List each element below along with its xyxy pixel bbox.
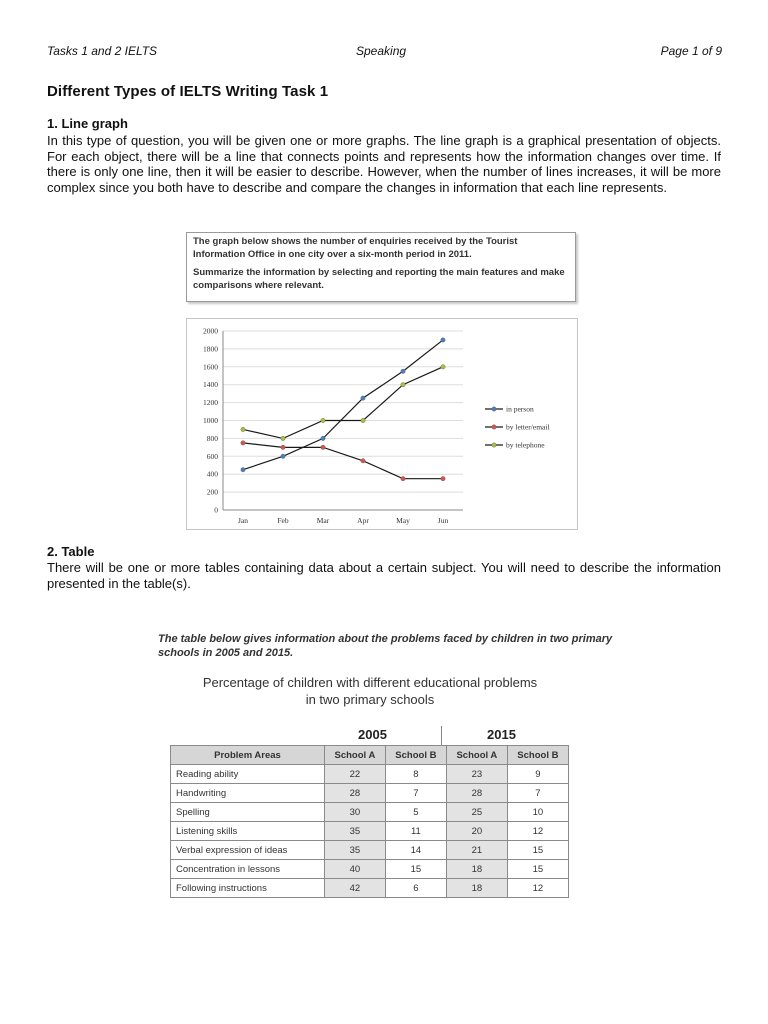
- legend-label: by letter/email: [506, 422, 550, 432]
- table-cell-value: 20: [446, 822, 507, 841]
- table-cell-value: 5: [385, 803, 446, 822]
- header-2005-school-b: School B: [385, 746, 446, 765]
- y-tick-label: 1600: [203, 362, 218, 372]
- data-point: [241, 468, 245, 472]
- table-cell-value: 35: [325, 841, 386, 860]
- data-point: [401, 383, 405, 387]
- series-line-1: [243, 443, 443, 479]
- legend-marker: [492, 443, 496, 447]
- table-row: [171, 803, 569, 822]
- table-cell-problem: Following instructions: [171, 879, 325, 898]
- y-tick-label: 1400: [203, 380, 218, 390]
- table-cell-problem: Listening skills: [171, 822, 325, 841]
- table-cell-value: 18: [446, 879, 507, 898]
- table-cell-problem: Concentration in lessons: [171, 860, 325, 879]
- x-tick-label: Mar: [316, 516, 330, 525]
- table-cell-value: 30: [325, 803, 386, 822]
- problems-table: [170, 745, 569, 898]
- data-point: [241, 427, 245, 431]
- section-body-table: There will be one or more tables containing data about a certain subject. You will need to describe the information presented in the table(s).: [47, 560, 721, 591]
- header-2015-school-a: School A: [446, 746, 507, 765]
- data-point: [321, 445, 325, 449]
- table-row: [171, 784, 569, 803]
- data-point: [401, 369, 405, 373]
- legend-label: by telephone: [506, 440, 545, 450]
- table-cell-value: 23: [446, 765, 507, 784]
- table-cell-value: 7: [507, 784, 568, 803]
- legend-marker: [492, 407, 496, 411]
- x-tick-label: Feb: [277, 516, 289, 525]
- table-cell-value: 9: [507, 765, 568, 784]
- table-cell-problem: Verbal expression of ideas: [171, 841, 325, 860]
- header-center: Speaking: [356, 44, 407, 58]
- table-title-line-2: in two primary schools: [305, 692, 435, 707]
- table-cell-value: 35: [325, 822, 386, 841]
- table-cell-value: 42: [325, 879, 386, 898]
- table-title-line-1: Percentage of children with different educational problems: [202, 675, 538, 690]
- table-cell-problem: Reading ability: [171, 765, 325, 784]
- y-tick-label: 1200: [203, 398, 218, 408]
- table-cell-value: 21: [446, 841, 507, 860]
- graph-prompt-box: [186, 232, 576, 302]
- table-cell-value: 15: [385, 860, 446, 879]
- y-tick-label: 600: [206, 451, 218, 461]
- section-heading-table: 2. Table: [47, 544, 95, 559]
- y-tick-label: 200: [206, 487, 218, 497]
- page-title: Different Types of IELTS Writing Task 1: [47, 83, 329, 100]
- header-problem-areas: Problem Areas: [171, 746, 325, 765]
- table-cell-value: 14: [385, 841, 446, 860]
- year-label-2005: 2005: [358, 727, 387, 742]
- table-cell-value: 28: [325, 784, 386, 803]
- data-point: [441, 476, 445, 480]
- x-tick-label: Jan: [238, 516, 248, 525]
- data-point: [441, 338, 445, 342]
- table-intro-text: The table below gives information about the problems faced by children in two primary schools in 2005 and 2015.: [158, 633, 613, 659]
- table-cell-value: 12: [507, 879, 568, 898]
- data-point: [441, 365, 445, 369]
- graph-prompt-instruction: Summarize the information by selecting and reporting the main features and make comparisons where relevant.: [193, 267, 565, 291]
- y-tick-label: 0: [214, 505, 218, 515]
- table-cell-value: 18: [446, 860, 507, 879]
- legend-label: in person: [506, 404, 534, 414]
- table-cell-value: 28: [446, 784, 507, 803]
- table-cell-value: 22: [325, 765, 386, 784]
- header-left: Tasks 1 and 2 IELTS: [47, 44, 158, 58]
- y-tick-label: 800: [206, 433, 218, 443]
- table-cell-value: 11: [385, 822, 446, 841]
- series-line-0: [243, 340, 443, 470]
- table-row: [171, 860, 569, 879]
- table-row: [171, 822, 569, 841]
- line-chart: [186, 318, 578, 530]
- table-cell-problem: Spelling: [171, 803, 325, 822]
- y-tick-label: 2000: [203, 326, 218, 336]
- table-cell-value: 10: [507, 803, 568, 822]
- year-label-2015: 2015: [487, 727, 516, 742]
- table-cell-problem: Handwriting: [171, 784, 325, 803]
- table-cell-value: 40: [325, 860, 386, 879]
- section-heading-line-graph: 1. Line graph: [47, 116, 128, 131]
- y-tick-label: 1800: [203, 344, 218, 354]
- data-point: [361, 396, 365, 400]
- graph-prompt-text: The graph below shows the number of enquiries received by the Tourist Information Office in one city over a six-month period in 2011.: [193, 236, 518, 260]
- data-point: [361, 459, 365, 463]
- data-point: [281, 436, 285, 440]
- header-2015-school-b: School B: [507, 746, 568, 765]
- table-row: [171, 765, 569, 784]
- legend-marker: [492, 425, 496, 429]
- x-tick-label: May: [396, 516, 410, 525]
- header-2005-school-a: School A: [325, 746, 386, 765]
- table-header-row: [171, 746, 569, 765]
- table-cell-value: 15: [507, 860, 568, 879]
- data-point: [281, 445, 285, 449]
- table-cell-value: 8: [385, 765, 446, 784]
- line-chart-svg: [187, 319, 579, 531]
- data-point: [401, 476, 405, 480]
- data-point: [241, 441, 245, 445]
- table-title: [170, 674, 570, 708]
- x-tick-label: Apr: [357, 516, 369, 525]
- table-cell-value: 7: [385, 784, 446, 803]
- table-row: [171, 879, 569, 898]
- y-tick-label: 1000: [203, 416, 218, 425]
- section-body-line-graph: In this type of question, you will be given one or more graphs. The line graph is a graphical presentation of objects. For each object, there will be a line that connects points and represents how the information changes over time. If there is only one line, then it will be easier to describe. However, when the number of lines increases, it will be more complex since you both have to describe and compare the changes in information that each line represents.: [47, 133, 721, 195]
- data-point: [281, 454, 285, 458]
- table-cell-value: 6: [385, 879, 446, 898]
- table-row: [171, 841, 569, 860]
- table-body: [171, 765, 569, 898]
- year-divider: [441, 726, 442, 746]
- data-point: [321, 418, 325, 422]
- data-point: [321, 436, 325, 440]
- header-page-number: Page 1 of 9: [660, 44, 722, 58]
- table-cell-value: 25: [446, 803, 507, 822]
- table-cell-value: 12: [507, 822, 568, 841]
- x-tick-label: Jun: [437, 516, 449, 525]
- data-point: [361, 418, 365, 422]
- y-tick-label: 400: [206, 469, 218, 479]
- table-cell-value: 15: [507, 841, 568, 860]
